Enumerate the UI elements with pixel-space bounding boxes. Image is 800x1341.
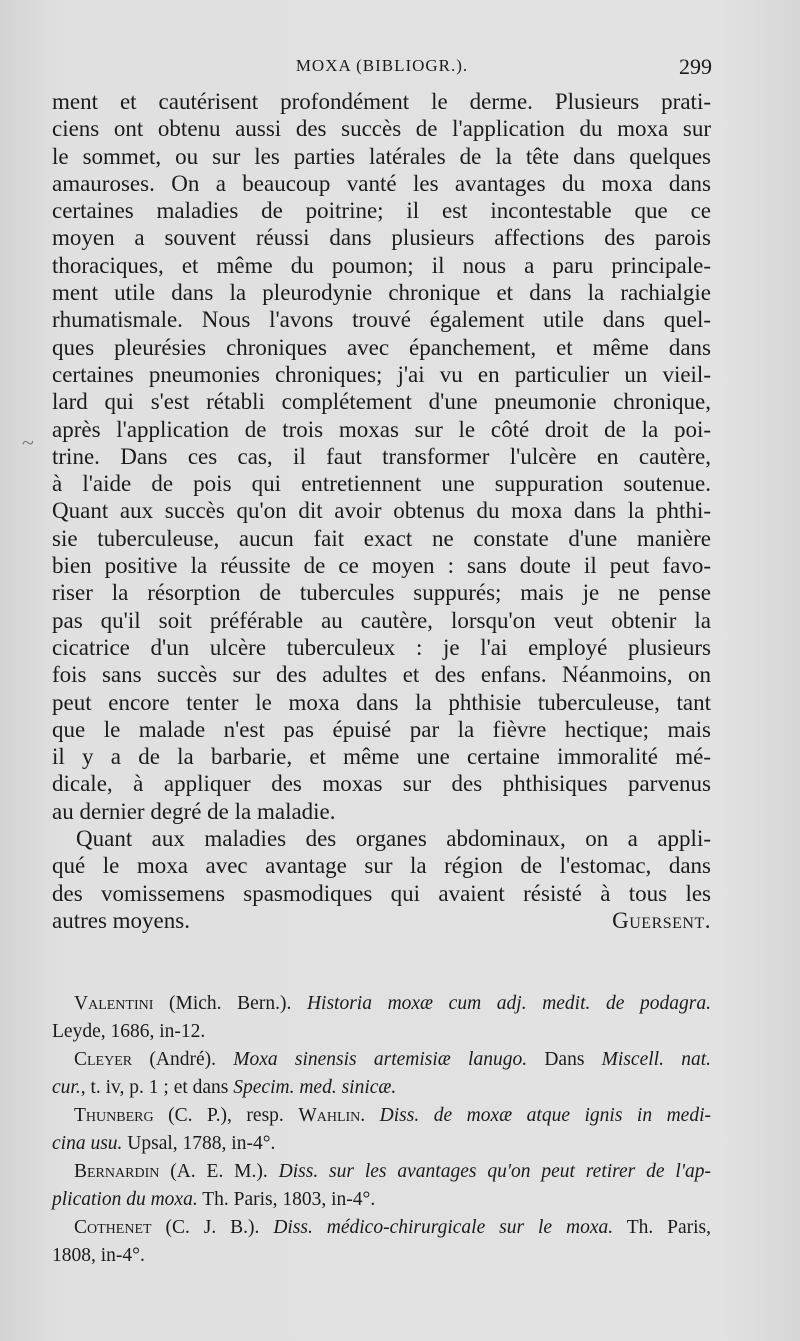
text-line-content: moyen a souvent réussi dans plusieurs affections des parois xyxy=(52,225,711,251)
paragraph-1 xyxy=(52,88,711,825)
text-line xyxy=(52,170,711,197)
text-line xyxy=(52,552,711,579)
text-line-content: pas qu'il soit préférable au cautère, lorsqu'on veut obtenir la xyxy=(52,607,711,633)
text-line-content: sie tuberculeuse, aucun fait exact ne constate d'une manière xyxy=(52,525,711,551)
entry-title: plication du moxa. xyxy=(52,1189,198,1210)
entry-author: Cleyer xyxy=(74,1049,133,1070)
text-line xyxy=(52,661,711,688)
entry-title: cur. xyxy=(52,1077,81,1098)
text-line-content: Quant aux succès qu'on dit avoir obtenus du moxa dans la phthi- xyxy=(52,498,711,524)
entry-title: Historia moxæ cum adj. medit. de podagra. xyxy=(306,993,711,1014)
text-line xyxy=(52,689,711,716)
entry-title: Diss. médico-chirurgicale sur le moxa. xyxy=(273,1217,614,1238)
text-line-content: peut encore tenter le moxa dans la phthisie tuberculeuse, tant xyxy=(52,689,711,715)
text-line-content: il y a de la barbarie, et même une certaine immoralité mé- xyxy=(52,744,711,770)
entry-author: Thunberg xyxy=(74,1105,154,1126)
text-line xyxy=(52,825,711,852)
entry-details: Th. Paris, xyxy=(613,1217,712,1238)
text-line-content: trine. Dans ces cas, il faut transformer l'ulcère en cautère, xyxy=(52,443,711,469)
entry-title: Diss. de moxæ atque ignis in medi- xyxy=(379,1105,711,1126)
entry-details: Dans xyxy=(527,1049,602,1070)
text-line-content: lard qui s'est rétabli complétement d'une pneumonie chronique, xyxy=(52,389,711,415)
paragraph-2 xyxy=(52,825,711,934)
text-line-content: ciens ont obtenu aussi des succès de l'application du moxa sur xyxy=(52,116,711,142)
text-line-content: thoraciques, et même du poumon; il nous a paru principale- xyxy=(52,252,711,278)
text-line xyxy=(52,115,711,142)
text-line-content: cicatrice d'un ulcère tuberculeux : je l'ai employé plusieurs xyxy=(52,634,711,660)
text-line xyxy=(52,798,711,825)
text-line-content: rhumatismale. Nous l'avons trouvé également utile dans quel- xyxy=(52,307,711,333)
text-line-content: qué le moxa avec avantage sur la région de l'estomac, dans xyxy=(52,853,711,879)
page-number: 299 xyxy=(679,54,712,79)
text-line xyxy=(52,197,711,224)
text-line-content: riser la résorption de tubercules suppurés; mais je ne pense xyxy=(52,580,711,606)
text-line-content: après l'application de trois moxas sur le côté droit de la poi- xyxy=(52,416,711,442)
entry-title: Moxa sinensis artemisiæ lanugo. xyxy=(233,1049,528,1070)
entry-title: Specim. med. sinicæ. xyxy=(233,1077,397,1098)
entry-publication: Th. Paris, 1803, in-4°. xyxy=(197,1189,376,1210)
text-line xyxy=(52,388,711,415)
entry-publication: Upsal, 1788, in-4°. xyxy=(122,1133,276,1154)
text-line xyxy=(52,443,711,470)
text-line xyxy=(52,607,711,634)
entry-title: Miscell. nat. xyxy=(601,1049,711,1070)
entry-details: (André). xyxy=(132,1049,234,1070)
entry-title: Diss. sur les avantages qu'on peut retirer de l'ap- xyxy=(278,1161,711,1182)
entry-details: (C. J. B.). xyxy=(151,1217,274,1238)
text-line xyxy=(52,143,711,170)
text-line xyxy=(52,361,711,388)
text-line xyxy=(52,224,711,251)
text-line xyxy=(52,770,711,797)
text-line xyxy=(52,88,711,115)
text-line-content: Quant aux maladies des organes abdominaux, on a appli- xyxy=(76,826,711,852)
text-line-content: des vomissemens spasmodiques qui avaient résisté à tous les xyxy=(52,880,711,906)
text-line-content: autres moyens. xyxy=(52,907,190,933)
text-line xyxy=(52,470,711,497)
text-line xyxy=(52,743,711,770)
text-line-content: dicale, à appliquer des moxas sur des phthisiques parvenus xyxy=(52,771,711,797)
author-signature: Guersent. xyxy=(612,907,711,933)
running-title: MOXA (BIBLIOGR.). xyxy=(295,56,469,75)
text-line xyxy=(52,579,711,606)
running-head xyxy=(52,54,712,84)
entry-publication: 1808, in-4°. xyxy=(52,1245,145,1266)
entry-author: Cothenet xyxy=(74,1217,152,1238)
bibliography-entry xyxy=(52,1158,711,1214)
text-line-content: ques pleurésies chroniques avec épanchement, et même dans xyxy=(52,334,711,360)
text-line xyxy=(52,252,711,279)
entry-publication: Leyde, 1686, in-12. xyxy=(52,1021,206,1042)
entry-details: (C. P.), resp. xyxy=(153,1105,299,1126)
text-line-content: ment utile dans la pleurodynie chronique et dans la rachialgie xyxy=(52,280,711,306)
bibliography-entry xyxy=(52,1102,711,1158)
text-line xyxy=(52,634,711,661)
entry-details: (A. E. M.). xyxy=(159,1161,279,1182)
text-line-content: que le malade n'est pas épuisé par la fièvre hectique; mais xyxy=(52,716,711,742)
text-line-content: à l'aide de pois qui entretiennent une suppuration soutenue. xyxy=(52,471,711,497)
text-line-content: certaines pneumonies chroniques; j'ai vu en particulier un vieil- xyxy=(52,361,711,387)
text-line-content: au dernier degré de la maladie. xyxy=(52,798,336,824)
main-text xyxy=(52,88,711,934)
text-line xyxy=(52,525,711,552)
text-line-content: ment et cautérisent profondément le derme. Plusieurs prati- xyxy=(52,89,711,114)
text-line-content: fois sans succès sur des adultes et des enfans. Néanmoins, on xyxy=(52,662,711,688)
text-line xyxy=(52,334,711,361)
text-line xyxy=(52,497,711,524)
text-line xyxy=(52,279,711,306)
text-line-content: amauroses. On a beaucoup vanté les avantages du moxa dans xyxy=(52,170,711,196)
text-line xyxy=(52,907,711,934)
margin-mark: ~ xyxy=(22,430,34,455)
entry-author: Valentini xyxy=(74,993,154,1014)
text-line xyxy=(52,716,711,743)
text-line xyxy=(52,416,711,443)
bibliography-entry xyxy=(52,990,711,1046)
bibliography-entry xyxy=(52,1046,711,1102)
entry-author: Wahlin xyxy=(298,1105,361,1126)
entry-title: cina usu. xyxy=(52,1133,123,1154)
bibliography xyxy=(52,990,711,1270)
text-line xyxy=(52,880,711,907)
entry-publication: , t. iv, p. 1 ; et dans xyxy=(80,1077,234,1098)
entry-details: . xyxy=(360,1105,380,1126)
text-line xyxy=(52,306,711,333)
text-line xyxy=(52,852,711,879)
entry-details: (Mich. Bern.). xyxy=(153,993,307,1014)
text-line-content: bien positive la réussite de ce moyen : sans doute il peut favo- xyxy=(52,553,711,579)
bibliography-entry xyxy=(52,1214,711,1270)
text-line-content: certaines maladies de poitrine; il est incontestable que ce xyxy=(52,198,711,224)
entry-author: Bernardin xyxy=(74,1161,160,1182)
text-line-content: le sommet, ou sur les parties latérales de la tête dans quelques xyxy=(52,143,711,169)
